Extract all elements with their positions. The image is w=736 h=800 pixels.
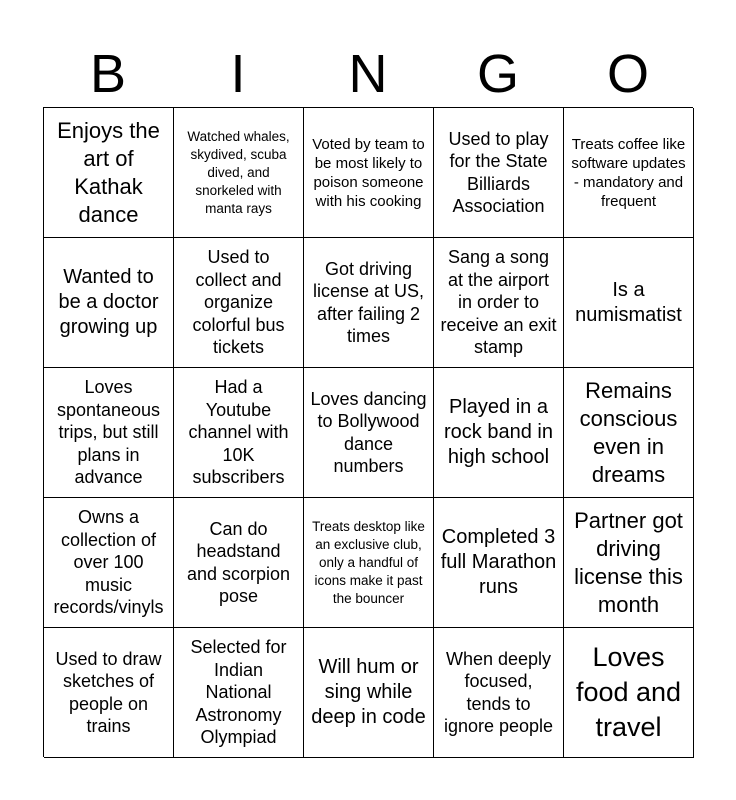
bingo-cell[interactable] bbox=[434, 108, 564, 238]
cell-text: Sang a song at the airport in order to receive an exit stamp bbox=[440, 247, 557, 358]
header-letter-g: G bbox=[476, 44, 519, 104]
bingo-cell[interactable] bbox=[564, 238, 694, 368]
cell-text: Watched whales, skydived, scuba dived, and snorkeled with manta rays bbox=[187, 128, 290, 216]
bingo-cell[interactable] bbox=[304, 368, 434, 498]
bingo-cell[interactable] bbox=[564, 498, 694, 628]
cell-text: Loves food and travel bbox=[575, 642, 682, 742]
bingo-cell[interactable] bbox=[174, 108, 304, 238]
bingo-cell[interactable] bbox=[174, 368, 304, 498]
cell-text: Enjoys the art of Kathak dance bbox=[57, 117, 160, 227]
cell-text: Can do headstand and scorpion pose bbox=[186, 518, 291, 606]
cell-text: Used to draw sketches of people on trains bbox=[55, 648, 162, 736]
cell-text: Loves dancing to Bollywood dance numbers bbox=[310, 388, 427, 476]
bingo-cell[interactable] bbox=[44, 368, 174, 498]
cell-text: Partner got driving license this month bbox=[574, 507, 683, 617]
bingo-cell[interactable] bbox=[44, 108, 174, 238]
cell-text: Got driving license at US, after failing 2 times bbox=[312, 258, 425, 346]
cell-text: Played in a rock band in high school bbox=[444, 396, 553, 468]
bingo-cell[interactable] bbox=[434, 368, 564, 498]
bingo-cell[interactable] bbox=[44, 238, 174, 368]
cell-text: Owns a collection of over 100 music records/vinyls bbox=[53, 507, 164, 618]
bingo-header bbox=[43, 40, 693, 108]
cell-text: Treats coffee like software updates - mandatory and frequent bbox=[571, 135, 686, 210]
header-letter-n: N bbox=[348, 44, 388, 104]
cell-text: Selected for Indian National Astronomy Olympiad bbox=[190, 637, 287, 748]
header-letter-o: O bbox=[606, 44, 649, 104]
bingo-cell[interactable] bbox=[304, 238, 434, 368]
bingo-cell[interactable] bbox=[174, 238, 304, 368]
cell-text: Completed 3 full Marathon runs bbox=[440, 526, 557, 598]
cell-text: Used to collect and organize colorful bus tickets bbox=[192, 247, 285, 358]
cell-text: Is a numismatist bbox=[575, 278, 682, 326]
cell-text: Voted by team to be most likely to poison someone with his cooking bbox=[312, 135, 425, 210]
cell-text: Used to play for the State Billiards Association bbox=[448, 128, 549, 216]
bingo-cell[interactable] bbox=[564, 628, 694, 758]
cell-text: Wanted to be a doctor growing up bbox=[58, 266, 159, 338]
cell-text: Treats desktop like an exclusive club, only a handful of icons make it past the bouncer bbox=[312, 518, 425, 606]
bingo-cell[interactable] bbox=[564, 368, 694, 498]
cell-text: When deeply focused, tends to ignore people bbox=[443, 648, 554, 736]
cell-text: Remains conscious even in dreams bbox=[579, 377, 678, 487]
header-letter-b: B bbox=[89, 44, 127, 104]
bingo-cell[interactable] bbox=[44, 628, 174, 758]
bingo-cell[interactable] bbox=[304, 628, 434, 758]
header-letter-i: I bbox=[230, 44, 246, 104]
bingo-cell[interactable] bbox=[434, 498, 564, 628]
bingo-cell[interactable] bbox=[434, 628, 564, 758]
bingo-cell[interactable] bbox=[304, 498, 434, 628]
bingo-cell[interactable] bbox=[564, 108, 694, 238]
bingo-cell[interactable] bbox=[174, 498, 304, 628]
bingo-cell[interactable] bbox=[304, 108, 434, 238]
bingo-cell[interactable] bbox=[434, 238, 564, 368]
bingo-cell[interactable] bbox=[174, 628, 304, 758]
cell-text: Loves spontaneous trips, but still plans in advance bbox=[56, 377, 161, 488]
cell-text: Will hum or sing while deep in code bbox=[311, 656, 426, 728]
bingo-cell[interactable] bbox=[44, 498, 174, 628]
cell-text: Had a Youtube channel with 10K subscribers bbox=[188, 377, 289, 488]
bingo-grid bbox=[43, 107, 693, 757]
